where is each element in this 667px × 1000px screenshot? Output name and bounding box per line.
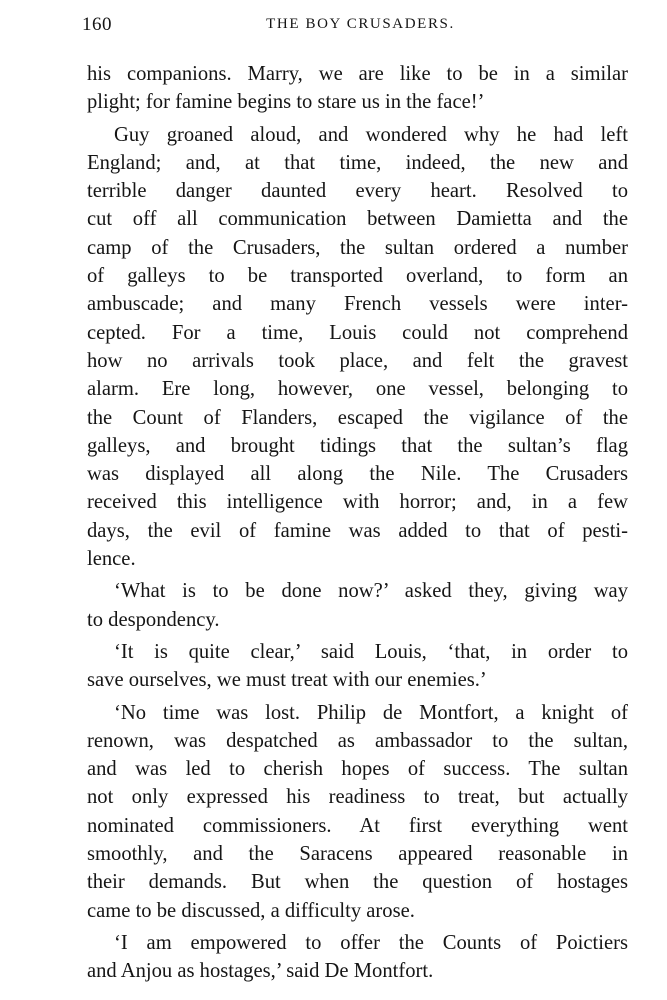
text-line: ‘No time was lost. Philip de Montfort, a knight of	[114, 701, 628, 724]
text-line: ambuscade; and many French vessels were inter-	[87, 293, 628, 316]
text-line: and was led to cherish hopes of success. The sultan	[87, 758, 628, 781]
text-line: lence.	[87, 548, 136, 571]
text-line: to despondency.	[87, 608, 220, 631]
page-number: 160	[82, 14, 112, 35]
text-line: save ourselves, we must treat with our enemies.’	[87, 669, 487, 692]
text-line: smoothly, and the Saracens appeared reasonable in	[87, 843, 628, 866]
body-text	[87, 60, 628, 986]
running-title: THE BOY CRUSADERS.	[266, 16, 455, 32]
text-line: nominated commissioners. At first everything went	[87, 814, 628, 837]
paragraph	[87, 121, 628, 574]
text-line: and Anjou as hostages,’ said De Montfort.	[87, 960, 434, 983]
text-line: days, the evil of famine was added to that of pesti-	[87, 519, 628, 542]
paragraph	[87, 929, 628, 986]
text-line: of galleys to be transported overland, to form an	[87, 265, 628, 288]
paragraph	[87, 60, 628, 117]
paragraph	[87, 577, 628, 634]
text-line: Guy groaned aloud, and wondered why he had left	[114, 123, 628, 146]
text-line: their demands. But when the question of hostages	[87, 871, 628, 894]
text-line: alarm. Ere long, however, one vessel, belonging to	[87, 378, 628, 401]
text-line: ‘What is to be done now?’ asked they, giving way	[114, 580, 628, 603]
text-line: the Count of Flanders, escaped the vigilance of the	[87, 406, 628, 429]
text-line: England; and, at that time, indeed, the new and	[87, 151, 628, 174]
text-line: cepted. For a time, Louis could not comprehend	[87, 321, 628, 344]
text-line: ‘It is quite clear,’ said Louis, ‘that, in order to	[114, 640, 628, 663]
text-line: received this intelligence with horror; and, in a few	[87, 491, 628, 514]
text-line: camp of the Crusaders, the sultan ordered a number	[87, 236, 628, 259]
text-line: came to be discussed, a difficulty arose.	[87, 899, 415, 922]
paragraph	[87, 699, 628, 925]
text-line: was displayed all along the Nile. The Crusaders	[87, 463, 628, 486]
paragraph	[87, 638, 628, 695]
text-line: not only expressed his readiness to treat, but actually	[87, 786, 628, 809]
text-line: renown, was despatched as ambassador to the sultan,	[87, 729, 628, 752]
text-line: plight; for famine begins to stare us in the face!’	[87, 91, 485, 114]
text-line: ‘I am empowered to offer the Counts of Poictiers	[114, 931, 628, 954]
text-line: galleys, and brought tidings that the sultan’s flag	[87, 434, 628, 457]
text-line: how no arrivals took place, and felt the gravest	[87, 349, 628, 372]
text-line: cut off all communication between Damietta and the	[87, 208, 628, 231]
text-line: his companions. Marry, we are like to be in a similar	[87, 63, 628, 85]
running-head	[82, 14, 627, 40]
text-line: terrible danger daunted every heart. Resolved to	[87, 180, 628, 203]
